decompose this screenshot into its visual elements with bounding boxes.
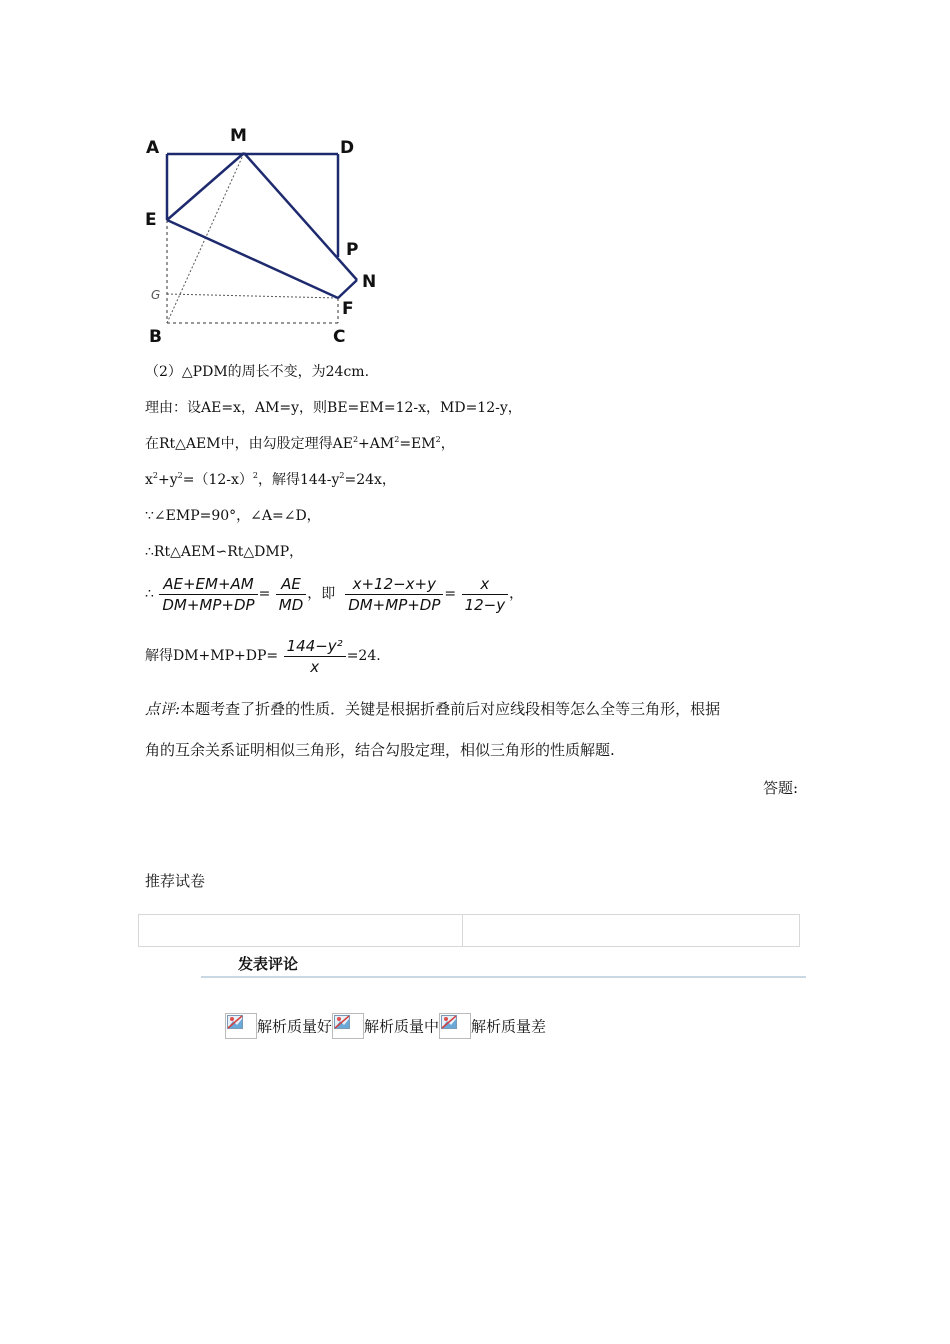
dotted-gf bbox=[167, 294, 338, 298]
fraction-substituted: $\frac{x+12-x+y}{DM+MP+DP}$ bbox=[345, 575, 443, 614]
label-E: E bbox=[145, 210, 157, 230]
comment-line-1: 点评:本题考查了折叠的性质．关键是根据折叠前后对应线段相等怎么全等三角形，根据 bbox=[145, 700, 721, 718]
quality-good-label[interactable]: 解析质量好 bbox=[257, 1017, 333, 1036]
label-A: A bbox=[146, 138, 160, 158]
label-F: F bbox=[342, 299, 354, 319]
quality-bad-label[interactable]: 解析质量差 bbox=[471, 1017, 547, 1036]
comment-line-2: 角的互余关系证明相似三角形，结合勾股定理，相似三角形的性质解题. bbox=[145, 741, 615, 759]
solution-line-3: 在Rt△AEM中，由勾股定理得$AE^2+AM^2=EM^2$， bbox=[145, 435, 455, 452]
fraction-ae-md: $\frac{AE}{MD}$ bbox=[276, 575, 307, 614]
recommend-table bbox=[138, 914, 800, 947]
recommend-title: 推荐试卷 bbox=[145, 872, 206, 890]
quality-rating bbox=[225, 1013, 546, 1039]
solution-line-5: ∵∠EMP=90°，∠A=∠D， bbox=[145, 508, 321, 524]
label-B: B bbox=[149, 327, 162, 347]
solution-line-6: ∴Rt△AEM∽Rt△DMP， bbox=[145, 544, 304, 560]
recommend-table-cell-2[interactable] bbox=[463, 915, 799, 946]
fraction-x-12y: $\frac{x}{12-y}$ bbox=[462, 575, 509, 614]
solution-line-8: 解得DM+MP+DP= $\frac{\text{144−y²}}{x}$ =24. bbox=[145, 636, 381, 676]
fraction-perimeter-ratio: $\frac{AE+EM+AM}{DM+MP+DP}$ bbox=[159, 575, 257, 614]
label-G: G bbox=[151, 288, 161, 302]
solid-edges bbox=[167, 153, 357, 298]
solution-line-4: $x^2+y^2=(12-x)^2$，解得$144-y^2=24x$， bbox=[145, 471, 396, 488]
label-P: P bbox=[346, 240, 359, 260]
label-C: C bbox=[333, 327, 346, 347]
answer-label: 答题: bbox=[762, 779, 798, 797]
quality-medium-label[interactable]: 解析质量中 bbox=[364, 1017, 440, 1036]
solution-line-7: ∴ $\frac{AE+EM+AM}{DM+MP+DP}$ = $\frac{AE}{MD}$ ，即 $\frac{x+12-x+y}{DM+MP+DP}$ = $\frac{x}{12-y}$ ， bbox=[145, 574, 524, 614]
broken-image-icon[interactable] bbox=[225, 1013, 257, 1039]
geometry-figure bbox=[140, 118, 390, 350]
fraction-result: $\frac{\text{144−y²}}{x}$ bbox=[284, 637, 346, 676]
broken-image-icon[interactable] bbox=[332, 1013, 364, 1039]
comment-label: 点评: bbox=[145, 700, 181, 718]
label-D: D bbox=[340, 138, 355, 158]
solution-line-2: 理由：设AE=x，AM=y，则BE=EM=12-x，MD=12-y， bbox=[145, 400, 522, 416]
recommend-table-cell-1[interactable] bbox=[139, 915, 463, 946]
comment-tab-bar bbox=[201, 950, 806, 978]
label-M: M bbox=[230, 126, 247, 146]
solution-line-1: （2）△PDM的周长不变，为24cm. bbox=[145, 364, 370, 380]
label-N: N bbox=[362, 272, 377, 292]
post-comment-tab[interactable]: 发表评论 bbox=[238, 955, 299, 973]
broken-image-icon[interactable] bbox=[439, 1013, 471, 1039]
